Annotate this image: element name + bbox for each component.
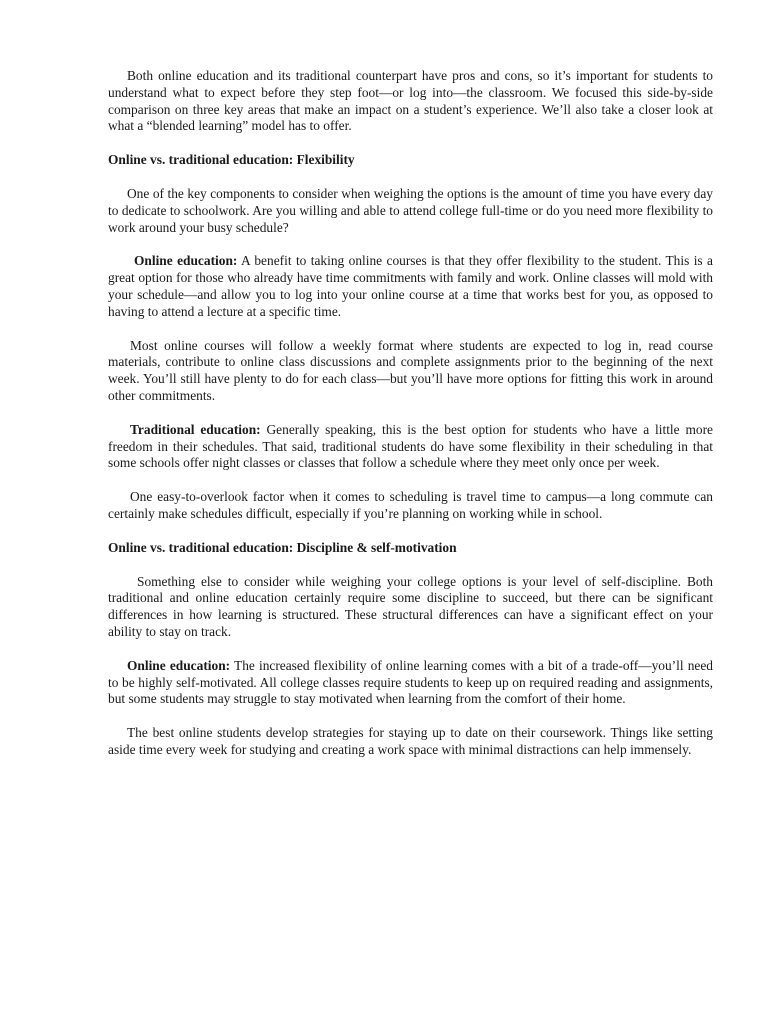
flexibility-traditional-paragraph <box>108 422 713 472</box>
intro-paragraph: Both online education and its traditional counterpart have pros and cons, so it’s important for students to understand what to expect before they step foot—or log into—the classroom. We focused this side-by-side comparison on three key areas that make an impact on a student’s experience. We’ll also take a closer look at what a “blended learning” model has to offer. <box>108 68 713 134</box>
online-education-label: Online education: <box>127 657 231 673</box>
document-page <box>108 68 713 776</box>
discipline-paragraph-1: Something else to consider while weighing your college options is your level of self-discipline. Both traditional and online education certainly require some discipline to succeed, but there can be significant differences in how learning is structured. These structural differences can have a significant effect on your ability to stay on track. <box>108 573 713 639</box>
flexibility-paragraph-1: One of the key components to consider when weighing the options is the amount of time you have every day to dedicate to schoolwork. Are you willing and able to attend college full-time or do you need more flexibility to work around your busy schedule? <box>108 185 713 235</box>
online-education-label: Online education: <box>134 253 238 269</box>
online-education-text: A benefit to taking online courses is that they offer flexibility to the student. This is a great option for those who already have time commitments with family and work. Online classes will mold with your schedule—and allow you to log into your online course at a time that works best for you, as opposed to having to attend a lecture at a specific time. <box>108 253 713 319</box>
flexibility-paragraph-5: One easy-to-overlook factor when it comes to scheduling is travel time to campus—a long commute can certainly make schedules difficult, especially if you’re planning on working while in school. <box>108 489 713 521</box>
online-education-text: The increased flexibility of online learning comes with a bit of a trade-off—you’ll need to be highly self-motivated. All college classes require students to keep up on required reading and assignments, but some students may struggle to stay motivated when learning from the comfort of their home. <box>108 657 713 707</box>
discipline-online-paragraph <box>108 658 713 708</box>
flexibility-online-paragraph <box>108 253 713 320</box>
section-heading-flexibility: Online vs. traditional education: Flexibility <box>108 152 355 168</box>
section-heading-discipline: Online vs. traditional education: Discipline & self-motivation <box>108 539 457 555</box>
traditional-education-text: Generally speaking, this is the best option for students who have a little more freedom in their schedules. That said, traditional students do have some flexibility in their scheduling in that some schools offer night classes or classes that follow a schedule where they meet only once per week. <box>108 421 713 471</box>
flexibility-paragraph-3: Most online courses will follow a weekly format where students are expected to log in, read course materials, contribute to online class discussions and complete assignments prior to the beginning of the next week. You’ll still have plenty to do for each class—but you’ll have more options for fitting this work in around other commitments. <box>108 337 713 403</box>
discipline-paragraph-3: The best online students develop strategies for staying up to date on their coursework. Things like setting aside time every week for studying and creating a work space with minimal distractions can help immensely. <box>108 725 713 757</box>
traditional-education-label: Traditional education: <box>130 421 261 437</box>
